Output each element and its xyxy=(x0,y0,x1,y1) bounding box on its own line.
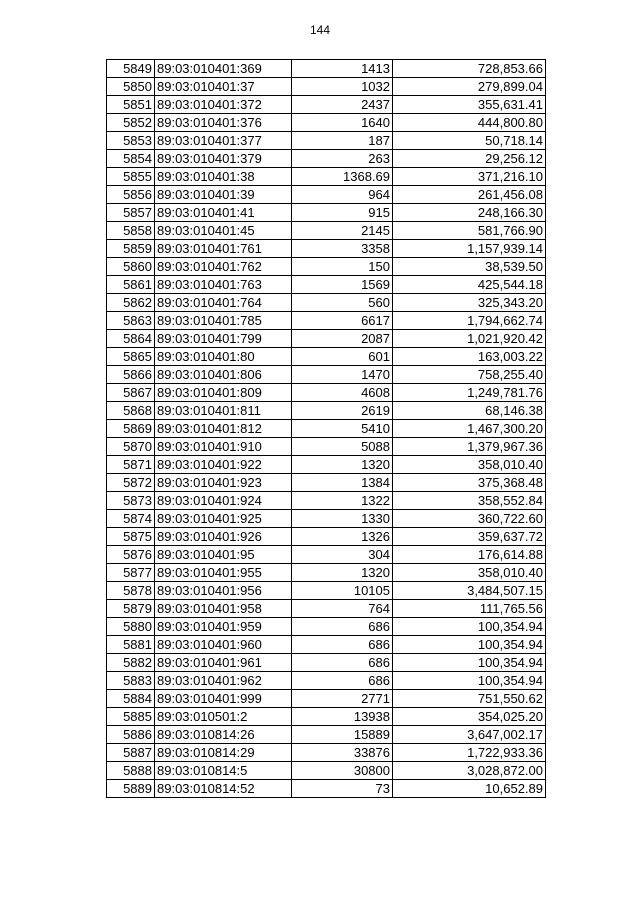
cadastral-number-cell: 89:03:010401:799 xyxy=(155,330,292,348)
cadastral-number-cell: 89:03:010401:39 xyxy=(155,186,292,204)
table-row xyxy=(107,762,546,780)
cadastral-value-cell: 581,766.90 xyxy=(393,222,546,240)
cadastral-value-cell: 111,765.56 xyxy=(393,600,546,618)
cadastral-number-cell: 89:03:010401:372 xyxy=(155,96,292,114)
table-row xyxy=(107,420,546,438)
table-row xyxy=(107,186,546,204)
cadastral-value-cell: 100,354.94 xyxy=(393,636,546,654)
row-number-cell: 5883 xyxy=(107,672,155,690)
area-cell: 686 xyxy=(292,636,393,654)
row-number-cell: 5875 xyxy=(107,528,155,546)
area-cell: 1413 xyxy=(292,60,393,78)
table-row xyxy=(107,708,546,726)
table-row xyxy=(107,132,546,150)
cadastral-value-cell: 358,010.40 xyxy=(393,564,546,582)
area-cell: 686 xyxy=(292,618,393,636)
row-number-cell: 5874 xyxy=(107,510,155,528)
cadastral-number-cell: 89:03:010814:29 xyxy=(155,744,292,762)
table-body xyxy=(107,60,546,798)
table-row xyxy=(107,690,546,708)
cadastral-value-cell: 758,255.40 xyxy=(393,366,546,384)
cadastral-number-cell: 89:03:010401:955 xyxy=(155,564,292,582)
row-number-cell: 5880 xyxy=(107,618,155,636)
row-number-cell: 5858 xyxy=(107,222,155,240)
cadastral-value-cell: 279,899.04 xyxy=(393,78,546,96)
area-cell: 601 xyxy=(292,348,393,366)
table-row xyxy=(107,546,546,564)
cadastral-number-cell: 89:03:010401:41 xyxy=(155,204,292,222)
table-row xyxy=(107,636,546,654)
cadastral-number-cell: 89:03:010401:926 xyxy=(155,528,292,546)
cadastral-number-cell: 89:03:010401:924 xyxy=(155,492,292,510)
area-cell: 686 xyxy=(292,672,393,690)
area-cell: 5410 xyxy=(292,420,393,438)
cadastral-number-cell: 89:03:010401:910 xyxy=(155,438,292,456)
cadastral-value-cell: 29,256.12 xyxy=(393,150,546,168)
cadastral-value-cell: 358,010.40 xyxy=(393,456,546,474)
row-number-cell: 5865 xyxy=(107,348,155,366)
table-row xyxy=(107,276,546,294)
table-row xyxy=(107,618,546,636)
cadastral-number-cell: 89:03:010401:764 xyxy=(155,294,292,312)
area-cell: 2619 xyxy=(292,402,393,420)
area-cell: 2145 xyxy=(292,222,393,240)
table-row xyxy=(107,330,546,348)
cadastral-value-cell: 68,146.38 xyxy=(393,402,546,420)
table-row xyxy=(107,294,546,312)
cadastral-value-cell: 100,354.94 xyxy=(393,672,546,690)
area-cell: 964 xyxy=(292,186,393,204)
cadastral-number-cell: 89:03:010401:958 xyxy=(155,600,292,618)
area-cell: 33876 xyxy=(292,744,393,762)
cadastral-number-cell: 89:03:010401:806 xyxy=(155,366,292,384)
area-cell: 2087 xyxy=(292,330,393,348)
area-cell: 1384 xyxy=(292,474,393,492)
cadastral-value-cell: 100,354.94 xyxy=(393,654,546,672)
area-cell: 263 xyxy=(292,150,393,168)
area-cell: 150 xyxy=(292,258,393,276)
area-cell: 1032 xyxy=(292,78,393,96)
cadastral-number-cell: 89:03:010401:95 xyxy=(155,546,292,564)
table-row xyxy=(107,744,546,762)
area-cell: 1320 xyxy=(292,456,393,474)
cadastral-value-cell: 10,652.89 xyxy=(393,780,546,798)
cadastral-value-cell: 425,544.18 xyxy=(393,276,546,294)
area-cell: 30800 xyxy=(292,762,393,780)
row-number-cell: 5885 xyxy=(107,708,155,726)
area-cell: 13938 xyxy=(292,708,393,726)
table-row xyxy=(107,222,546,240)
cadastral-number-cell: 89:03:010401:812 xyxy=(155,420,292,438)
row-number-cell: 5861 xyxy=(107,276,155,294)
row-number-cell: 5849 xyxy=(107,60,155,78)
row-number-cell: 5857 xyxy=(107,204,155,222)
cadastral-value-cell: 163,003.22 xyxy=(393,348,546,366)
row-number-cell: 5866 xyxy=(107,366,155,384)
cadastral-number-cell: 89:03:010401:376 xyxy=(155,114,292,132)
cadastral-number-cell: 89:03:010401:762 xyxy=(155,258,292,276)
row-number-cell: 5881 xyxy=(107,636,155,654)
cadastral-value-cell: 50,718.14 xyxy=(393,132,546,150)
cadastral-value-cell: 176,614.88 xyxy=(393,546,546,564)
table-row xyxy=(107,582,546,600)
row-number-cell: 5870 xyxy=(107,438,155,456)
cadastral-value-cell: 1,379,967.36 xyxy=(393,438,546,456)
cadastral-value-table xyxy=(106,59,546,798)
row-number-cell: 5884 xyxy=(107,690,155,708)
table-row xyxy=(107,438,546,456)
row-number-cell: 5853 xyxy=(107,132,155,150)
table-row xyxy=(107,474,546,492)
row-number-cell: 5877 xyxy=(107,564,155,582)
area-cell: 1569 xyxy=(292,276,393,294)
cadastral-number-cell: 89:03:010814:26 xyxy=(155,726,292,744)
cadastral-value-cell: 1,722,933.36 xyxy=(393,744,546,762)
row-number-cell: 5887 xyxy=(107,744,155,762)
cadastral-number-cell: 89:03:010401:811 xyxy=(155,402,292,420)
row-number-cell: 5860 xyxy=(107,258,155,276)
cadastral-value-cell: 325,343.20 xyxy=(393,294,546,312)
cadastral-value-cell: 3,647,002.17 xyxy=(393,726,546,744)
area-cell: 1330 xyxy=(292,510,393,528)
table-row xyxy=(107,600,546,618)
row-number-cell: 5872 xyxy=(107,474,155,492)
cadastral-value-cell: 444,800.80 xyxy=(393,114,546,132)
row-number-cell: 5869 xyxy=(107,420,155,438)
cadastral-value-cell: 1,249,781.76 xyxy=(393,384,546,402)
area-cell: 1326 xyxy=(292,528,393,546)
row-number-cell: 5886 xyxy=(107,726,155,744)
table-row xyxy=(107,456,546,474)
table-row xyxy=(107,780,546,798)
table-row xyxy=(107,510,546,528)
area-cell: 1368.69 xyxy=(292,168,393,186)
row-number-cell: 5873 xyxy=(107,492,155,510)
cadastral-number-cell: 89:03:010401:785 xyxy=(155,312,292,330)
cadastral-number-cell: 89:03:010501:2 xyxy=(155,708,292,726)
row-number-cell: 5871 xyxy=(107,456,155,474)
cadastral-value-cell: 3,028,872.00 xyxy=(393,762,546,780)
table-row xyxy=(107,366,546,384)
row-number-cell: 5852 xyxy=(107,114,155,132)
cadastral-number-cell: 89:03:010814:5 xyxy=(155,762,292,780)
cadastral-value-cell: 360,722.60 xyxy=(393,510,546,528)
row-number-cell: 5850 xyxy=(107,78,155,96)
row-number-cell: 5851 xyxy=(107,96,155,114)
row-number-cell: 5864 xyxy=(107,330,155,348)
table-row xyxy=(107,60,546,78)
table-row xyxy=(107,114,546,132)
cadastral-value-cell: 375,368.48 xyxy=(393,474,546,492)
cadastral-number-cell: 89:03:010401:369 xyxy=(155,60,292,78)
area-cell: 6617 xyxy=(292,312,393,330)
row-number-cell: 5856 xyxy=(107,186,155,204)
cadastral-number-cell: 89:03:010401:377 xyxy=(155,132,292,150)
table-row xyxy=(107,78,546,96)
area-cell: 4608 xyxy=(292,384,393,402)
row-number-cell: 5854 xyxy=(107,150,155,168)
area-cell: 1322 xyxy=(292,492,393,510)
cadastral-number-cell: 89:03:010401:922 xyxy=(155,456,292,474)
cadastral-number-cell: 89:03:010401:956 xyxy=(155,582,292,600)
cadastral-number-cell: 89:03:010401:925 xyxy=(155,510,292,528)
row-number-cell: 5867 xyxy=(107,384,155,402)
table-row xyxy=(107,528,546,546)
cadastral-number-cell: 89:03:010401:45 xyxy=(155,222,292,240)
row-number-cell: 5859 xyxy=(107,240,155,258)
table-row xyxy=(107,258,546,276)
table-row xyxy=(107,168,546,186)
cadastral-number-cell: 89:03:010814:52 xyxy=(155,780,292,798)
cadastral-value-cell: 358,552.84 xyxy=(393,492,546,510)
cadastral-number-cell: 89:03:010401:38 xyxy=(155,168,292,186)
cadastral-value-cell: 100,354.94 xyxy=(393,618,546,636)
cadastral-value-cell: 359,637.72 xyxy=(393,528,546,546)
area-cell: 560 xyxy=(292,294,393,312)
area-cell: 5088 xyxy=(292,438,393,456)
row-number-cell: 5888 xyxy=(107,762,155,780)
table-row xyxy=(107,654,546,672)
cadastral-number-cell: 89:03:010401:761 xyxy=(155,240,292,258)
cadastral-value-cell: 1,021,920.42 xyxy=(393,330,546,348)
area-cell: 10105 xyxy=(292,582,393,600)
cadastral-number-cell: 89:03:010401:763 xyxy=(155,276,292,294)
row-number-cell: 5879 xyxy=(107,600,155,618)
cadastral-number-cell: 89:03:010401:959 xyxy=(155,618,292,636)
table-row xyxy=(107,348,546,366)
page-number: 144 xyxy=(309,23,331,37)
cadastral-value-cell: 728,853.66 xyxy=(393,60,546,78)
area-cell: 686 xyxy=(292,654,393,672)
cadastral-number-cell: 89:03:010401:809 xyxy=(155,384,292,402)
area-cell: 3358 xyxy=(292,240,393,258)
cadastral-value-cell: 355,631.41 xyxy=(393,96,546,114)
area-cell: 2437 xyxy=(292,96,393,114)
table-row xyxy=(107,672,546,690)
cadastral-number-cell: 89:03:010401:962 xyxy=(155,672,292,690)
row-number-cell: 5889 xyxy=(107,780,155,798)
area-cell: 15889 xyxy=(292,726,393,744)
table-row xyxy=(107,312,546,330)
cadastral-number-cell: 89:03:010401:961 xyxy=(155,654,292,672)
cadastral-value-cell: 38,539.50 xyxy=(393,258,546,276)
cadastral-value-cell: 371,216.10 xyxy=(393,168,546,186)
cadastral-value-cell: 354,025.20 xyxy=(393,708,546,726)
area-cell: 2771 xyxy=(292,690,393,708)
cadastral-value-cell: 3,484,507.15 xyxy=(393,582,546,600)
row-number-cell: 5868 xyxy=(107,402,155,420)
cadastral-value-cell: 1,467,300.20 xyxy=(393,420,546,438)
table-row xyxy=(107,96,546,114)
row-number-cell: 5862 xyxy=(107,294,155,312)
area-cell: 1470 xyxy=(292,366,393,384)
cadastral-number-cell: 89:03:010401:999 xyxy=(155,690,292,708)
row-number-cell: 5863 xyxy=(107,312,155,330)
cadastral-number-cell: 89:03:010401:37 xyxy=(155,78,292,96)
table-row xyxy=(107,384,546,402)
table-row xyxy=(107,150,546,168)
table-row xyxy=(107,240,546,258)
cadastral-number-cell: 89:03:010401:960 xyxy=(155,636,292,654)
table-row xyxy=(107,204,546,222)
row-number-cell: 5878 xyxy=(107,582,155,600)
cadastral-value-cell: 261,456.08 xyxy=(393,186,546,204)
cadastral-value-cell: 1,794,662.74 xyxy=(393,312,546,330)
cadastral-number-cell: 89:03:010401:379 xyxy=(155,150,292,168)
area-cell: 915 xyxy=(292,204,393,222)
row-number-cell: 5876 xyxy=(107,546,155,564)
area-cell: 1320 xyxy=(292,564,393,582)
row-number-cell: 5855 xyxy=(107,168,155,186)
table-row xyxy=(107,492,546,510)
area-cell: 304 xyxy=(292,546,393,564)
table-row xyxy=(107,402,546,420)
cadastral-number-cell: 89:03:010401:923 xyxy=(155,474,292,492)
row-number-cell: 5882 xyxy=(107,654,155,672)
cadastral-number-cell: 89:03:010401:80 xyxy=(155,348,292,366)
table-row xyxy=(107,564,546,582)
area-cell: 1640 xyxy=(292,114,393,132)
area-cell: 73 xyxy=(292,780,393,798)
area-cell: 764 xyxy=(292,600,393,618)
cadastral-value-cell: 248,166.30 xyxy=(393,204,546,222)
cadastral-value-cell: 751,550.62 xyxy=(393,690,546,708)
area-cell: 187 xyxy=(292,132,393,150)
table-row xyxy=(107,726,546,744)
cadastral-value-cell: 1,157,939.14 xyxy=(393,240,546,258)
